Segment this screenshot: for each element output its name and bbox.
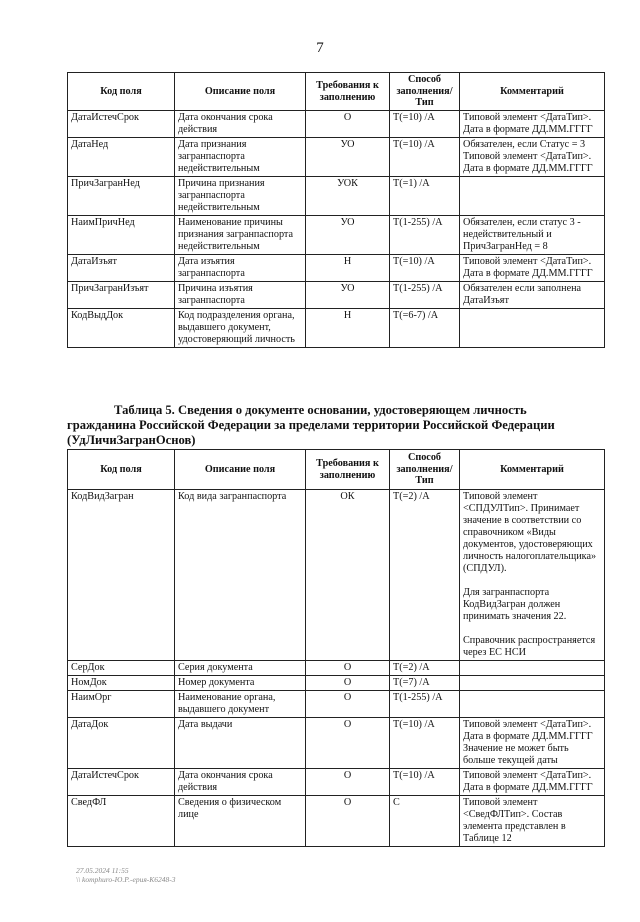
table-row xyxy=(68,691,605,718)
table-row xyxy=(68,718,605,769)
fill-type-cell: Т(=10) /А xyxy=(390,138,460,177)
table-row xyxy=(68,796,605,847)
table-5-body xyxy=(68,490,605,847)
field-code-cell: НаимОрг xyxy=(68,691,175,718)
fill-type-cell: Т(=10) /А xyxy=(390,718,460,769)
fill-type-cell: Т(=7) /А xyxy=(390,676,460,691)
table-row xyxy=(68,216,605,255)
fill-type-cell: Т(=10) /А xyxy=(390,769,460,796)
requirement-cell: О xyxy=(306,691,390,718)
page-number: 7 xyxy=(316,40,324,56)
footer-path: \\ komphuro-Ю.Р.-ерия-К6248-3 xyxy=(76,875,176,884)
comment-cell xyxy=(460,309,605,348)
table-1-body xyxy=(68,111,605,348)
requirement-cell: О xyxy=(306,111,390,138)
comment-cell xyxy=(460,769,605,796)
field-description-cell: Сведения о физическом лице xyxy=(175,796,306,847)
comment-cell xyxy=(460,691,605,718)
table-row xyxy=(68,138,605,177)
requirement-cell: Н xyxy=(306,309,390,348)
fields-table-1 xyxy=(67,72,605,348)
field-description-cell: Причина изъятия загранпаспорта xyxy=(175,282,306,309)
table-row xyxy=(68,661,605,676)
field-description-cell: Код вида загранпаспорта xyxy=(175,490,306,661)
field-description-cell: Серия документа xyxy=(175,661,306,676)
requirement-cell: УО xyxy=(306,282,390,309)
footer-timestamp: 27.05.2024 11:55 xyxy=(76,866,129,875)
fill-type-cell: Т(=10) /А xyxy=(390,255,460,282)
comment-paragraph: Обязателен, если статус 3 - недействительный и ПричЗагранНед = 8 xyxy=(463,217,581,252)
comment-paragraph: Обязателен, если Статус = 3 Типовой элемент <ДатаТип>. Дата в формате ДД.ММ.ГГГГ xyxy=(463,139,593,174)
table-row xyxy=(68,255,605,282)
table-row xyxy=(68,282,605,309)
field-code-cell: СерДок xyxy=(68,661,175,676)
caption-line-1: Таблица 5. Сведения о документе основании, удостоверяющем личность xyxy=(114,403,527,417)
fill-type-cell: Т(=1) /А xyxy=(390,177,460,216)
header-field-description: Описание поля xyxy=(175,450,306,490)
requirement-cell: Н xyxy=(306,255,390,282)
table-row xyxy=(68,490,605,661)
table-5-caption xyxy=(67,403,604,448)
table-row xyxy=(68,769,605,796)
comment-cell xyxy=(460,111,605,138)
requirement-cell: О xyxy=(306,796,390,847)
field-code-cell: ПричЗагранНед xyxy=(68,177,175,216)
field-description-cell: Дата признания загранпаспорта недействительным xyxy=(175,138,306,177)
header-comment: Комментарий xyxy=(460,450,605,490)
comment-paragraph: Обязателен если заполнена ДатаИзъят xyxy=(463,283,582,306)
comment-paragraph: Типовой элемент <ДатаТип>. Дата в формате ДД.ММ.ГГГГ xyxy=(463,256,593,279)
print-footer xyxy=(76,866,176,884)
table-row xyxy=(68,309,605,348)
field-code-cell: ДатаДок xyxy=(68,718,175,769)
field-code-cell: ДатаИзъят xyxy=(68,255,175,282)
field-code-cell: ПричЗагранИзъят xyxy=(68,282,175,309)
requirement-cell: О xyxy=(306,661,390,676)
fill-type-cell: Т(1-255) /А xyxy=(390,691,460,718)
requirement-cell: О xyxy=(306,718,390,769)
requirement-cell: О xyxy=(306,676,390,691)
field-description-cell: Причина признания загранпаспорта недействительным xyxy=(175,177,306,216)
comment-cell xyxy=(460,177,605,216)
fill-type-cell: Т(1-255) /А xyxy=(390,216,460,255)
requirement-cell: ОК xyxy=(306,490,390,661)
table-row xyxy=(68,676,605,691)
fill-type-cell: Т(=6-7) /А xyxy=(390,309,460,348)
header-field-code: Код поля xyxy=(68,450,175,490)
field-description-cell: Дата окончания срока действия xyxy=(175,769,306,796)
fill-type-cell: Т(1-255) /А xyxy=(390,282,460,309)
comment-cell xyxy=(460,796,605,847)
table-row xyxy=(68,111,605,138)
field-description-cell: Дата окончания срока действия xyxy=(175,111,306,138)
header-comment: Комментарий xyxy=(460,73,605,111)
header-requirements: Требования к заполнению xyxy=(306,450,390,490)
comment-cell xyxy=(460,676,605,691)
field-code-cell: КодВидЗагран xyxy=(68,490,175,661)
fill-type-cell: Т(=10) /А xyxy=(390,111,460,138)
requirement-cell: О xyxy=(306,769,390,796)
comment-cell xyxy=(460,718,605,769)
header-requirements: Требования к заполнению xyxy=(306,73,390,111)
comment-cell xyxy=(460,255,605,282)
requirement-cell: УО xyxy=(306,216,390,255)
comment-paragraph: Типовой элемент <ДатаТип>. Дата в формате ДД.ММ.ГГГГ xyxy=(463,770,593,793)
table-row xyxy=(68,177,605,216)
comment-cell xyxy=(460,661,605,676)
header-fill-method: Способ заполнения/ Тип xyxy=(390,450,460,490)
comment-paragraph: Типовой элемент <ДатаТип>. Дата в формате ДД.ММ.ГГГГ xyxy=(463,112,593,135)
field-description-cell: Номер документа xyxy=(175,676,306,691)
comment-paragraph: Типовой элемент <СПДУЛТип>. Принимает значение в соответствии со справочником «Виды документов, удостоверяющих личность налогоплательщика» (СПДУЛ). xyxy=(463,491,597,574)
fill-type-cell: Т(=2) /А xyxy=(390,661,460,676)
field-code-cell: ДатаНед xyxy=(68,138,175,177)
requirement-cell: УО xyxy=(306,138,390,177)
comment-paragraph: Типовой элемент <ДатаТип>. Дата в формате ДД.ММ.ГГГГ Значение не может быть больше текущей даты xyxy=(463,719,593,766)
fill-type-cell: С xyxy=(390,796,460,847)
table-header-row xyxy=(68,73,605,111)
field-code-cell: НаимПричНед xyxy=(68,216,175,255)
header-fill-method: Способ заполнения/ Тип xyxy=(390,73,460,111)
table-header-row xyxy=(68,450,605,490)
field-code-cell: КодВыдДок xyxy=(68,309,175,348)
comment-paragraph: Для загранпаспорта КодВидЗагран должен принимать значения 22. xyxy=(463,587,567,622)
comment-paragraph: Справочник распространяется через ЕС НСИ xyxy=(463,635,596,658)
field-code-cell: СведФЛ xyxy=(68,796,175,847)
fill-type-cell: Т(=2) /А xyxy=(390,490,460,661)
comment-cell xyxy=(460,282,605,309)
field-code-cell: ДатаИстечСрок xyxy=(68,769,175,796)
comment-paragraph: Типовой элемент <СведФЛТип>. Состав элемента представлен в Таблице 12 xyxy=(463,797,566,844)
field-code-cell: НомДок xyxy=(68,676,175,691)
comment-cell xyxy=(460,138,605,177)
field-description-cell: Дата изъятия загранпаспорта xyxy=(175,255,306,282)
header-field-code: Код поля xyxy=(68,73,175,111)
comment-cell xyxy=(460,490,605,661)
fields-table-5 xyxy=(67,449,605,847)
field-description-cell: Код подразделения органа, выдавшего документ, удостоверяющий личность xyxy=(175,309,306,348)
field-description-cell: Наименование органа, выдавшего документ xyxy=(175,691,306,718)
requirement-cell: УОК xyxy=(306,177,390,216)
field-description-cell: Наименование причины признания загранпаспорта недействительным xyxy=(175,216,306,255)
caption-line-2: гражданина Российской Федерации за пределами территории Российской Федерации (УдЛичиЗагранОснов) xyxy=(67,418,555,447)
comment-cell xyxy=(460,216,605,255)
field-code-cell: ДатаИстечСрок xyxy=(68,111,175,138)
header-field-description: Описание поля xyxy=(175,73,306,111)
field-description-cell: Дата выдачи xyxy=(175,718,306,769)
